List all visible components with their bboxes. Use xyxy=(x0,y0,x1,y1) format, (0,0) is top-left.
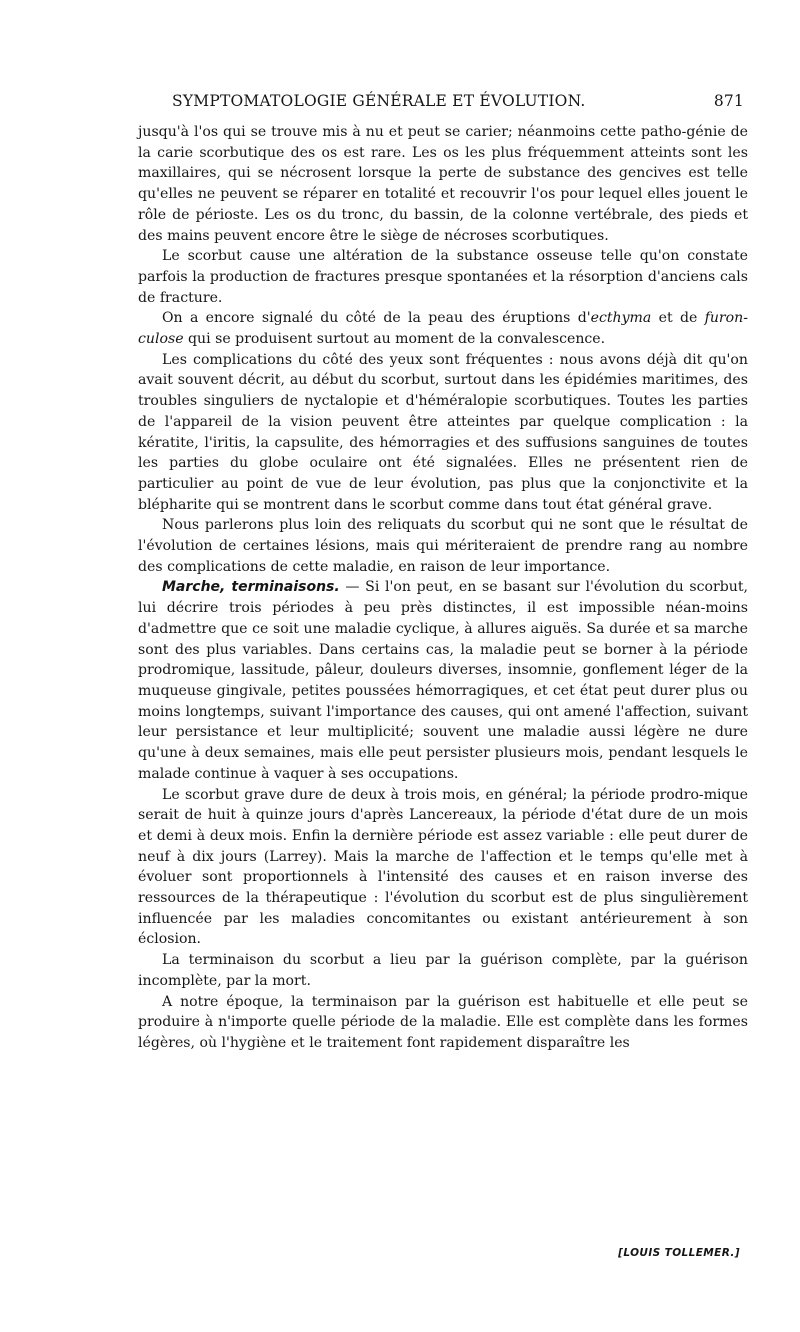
header-title: SYMPTOMATOLOGIE GÉNÉRALE ET ÉVOLUTION. xyxy=(172,92,586,110)
paragraph-8: La terminaison du scorbut a lieu par la guérison complète, par la guérison incomplète, par la mort. xyxy=(138,952,748,989)
running-header xyxy=(0,92,800,116)
section-heading: Marche, terminaisons. xyxy=(162,579,340,596)
paragraph-6-text: — Si l'on peut, en se basant sur l'évolution du scorbut, lui décrire trois périodes à peu près distinctes, il est impossible néan-moins d'admettre que ce soit une maladie cyclique, à allures aiguës. Sa durée et sa marche sont des plus variables. Dans certains cas, la maladie peut se borner à la période prodromique, lassitude, pâleur, douleurs diverses, insomnie, gonflement léger de la muqueuse gingivale, petites poussées hémorragiques, et cet état peut durer plus ou moins longtemps, suivant l'importance des causes, qui ont amené l'affection, suivant leur persistance et leur multiplicité; souvent une maladie aussi légère ne dure qu'une à deux semaines, mais elle peut persister plusieurs mois, pendant lesquels le malade continue à vaquer à ses occupations. xyxy=(138,579,748,782)
paragraph-5: Nous parlerons plus loin des reliquats du scorbut qui ne sont que le résultat de l'évolution de certaines lésions, mais qui mériteraient de prendre rang au nombre des complications de cette maladie, en raison de leur importance. xyxy=(138,517,748,575)
term-furonculose: furon-culose xyxy=(138,310,748,348)
paragraph-4: Les complications du côté des yeux sont fréquentes : nous avons déjà dit qu'on avait souvent décrit, au début du scorbut, surtout dans les épidémies maritimes, des troubles singuliers de nyctalopie et d'héméralopie scorbutiques. Toutes les parties de l'appareil de la vision peuvent être atteintes par quelque complication : la kératite, l'iritis, la capsulite, des hémorragies et des suffusions sanguines de toutes les parties du globe oculaire ont été signalées. Elles ne présentent rien de particulier au point de vue de leur évolution, pas plus que la conjonctivite et la blépharite qui se montrent dans le scorbut comme dans tout état général grave. xyxy=(138,351,748,513)
paragraph-1: jusqu'à l'os qui se trouve mis à nu et peut se carier; néanmoins cette patho-génie de la carie scorbutique des os est rare. Les os les plus fréquemment atteints sont les maxillaires, qui se nécrosent lorsque la perte de substance des gencives est telle qu'elles ne peuvent se réparer en totalité et recouvrir l'os pour lequel elles jouent le rôle de périoste. Les os du tronc, du bassin, de la colonne vertébrale, des pieds et des mains peuvent encore être le siège de nécroses scorbutiques. xyxy=(138,124,748,244)
footer-signature: [LOUIS TOLLEMER.] xyxy=(618,1247,740,1259)
paragraph-6 xyxy=(138,577,748,784)
paragraph-3-part2: et de xyxy=(651,310,705,327)
body-text xyxy=(138,122,748,1054)
page-number: 871 xyxy=(713,92,744,110)
paragraph-3 xyxy=(138,308,748,349)
paragraph-7: Le scorbut grave dure de deux à trois mois, en général; la période prodro-mique serait de huit à quinze jours d'après Lancereaux, la période d'état dure de un mois et demi à deux mois. Enfin la dernière période est assez variable : elle peut durer de neuf à dix jours (Larrey). Mais la marche de l'affection et le temps qu'elle met à évoluer sont proportionnels à l'intensité des causes et en raison inverse des ressources de la thérapeutique : l'évolution du scorbut est de plus singulièrement influencée par les maladies concomitantes ou existant antérieurement à son éclosion. xyxy=(138,786,748,948)
paragraph-3-part1: On a encore signalé du côté de la peau des éruptions d' xyxy=(162,310,591,327)
paragraph-9: A notre époque, la terminaison par la guérison est habituelle et elle peut se produire à n'importe quelle période de la maladie. Elle est complète dans les formes légères, où l'hygiène et le traitement font rapidement disparaître les xyxy=(138,993,748,1051)
term-ecthyma: ecthyma xyxy=(590,310,652,327)
paragraph-3-part3: qui se produisent surtout au moment de la convalescence. xyxy=(183,331,606,348)
paragraph-2: Le scorbut cause une altération de la substance osseuse telle qu'on constate parfois la production de fractures presque spontanées et la résorption d'anciens cals de fracture. xyxy=(138,248,748,306)
